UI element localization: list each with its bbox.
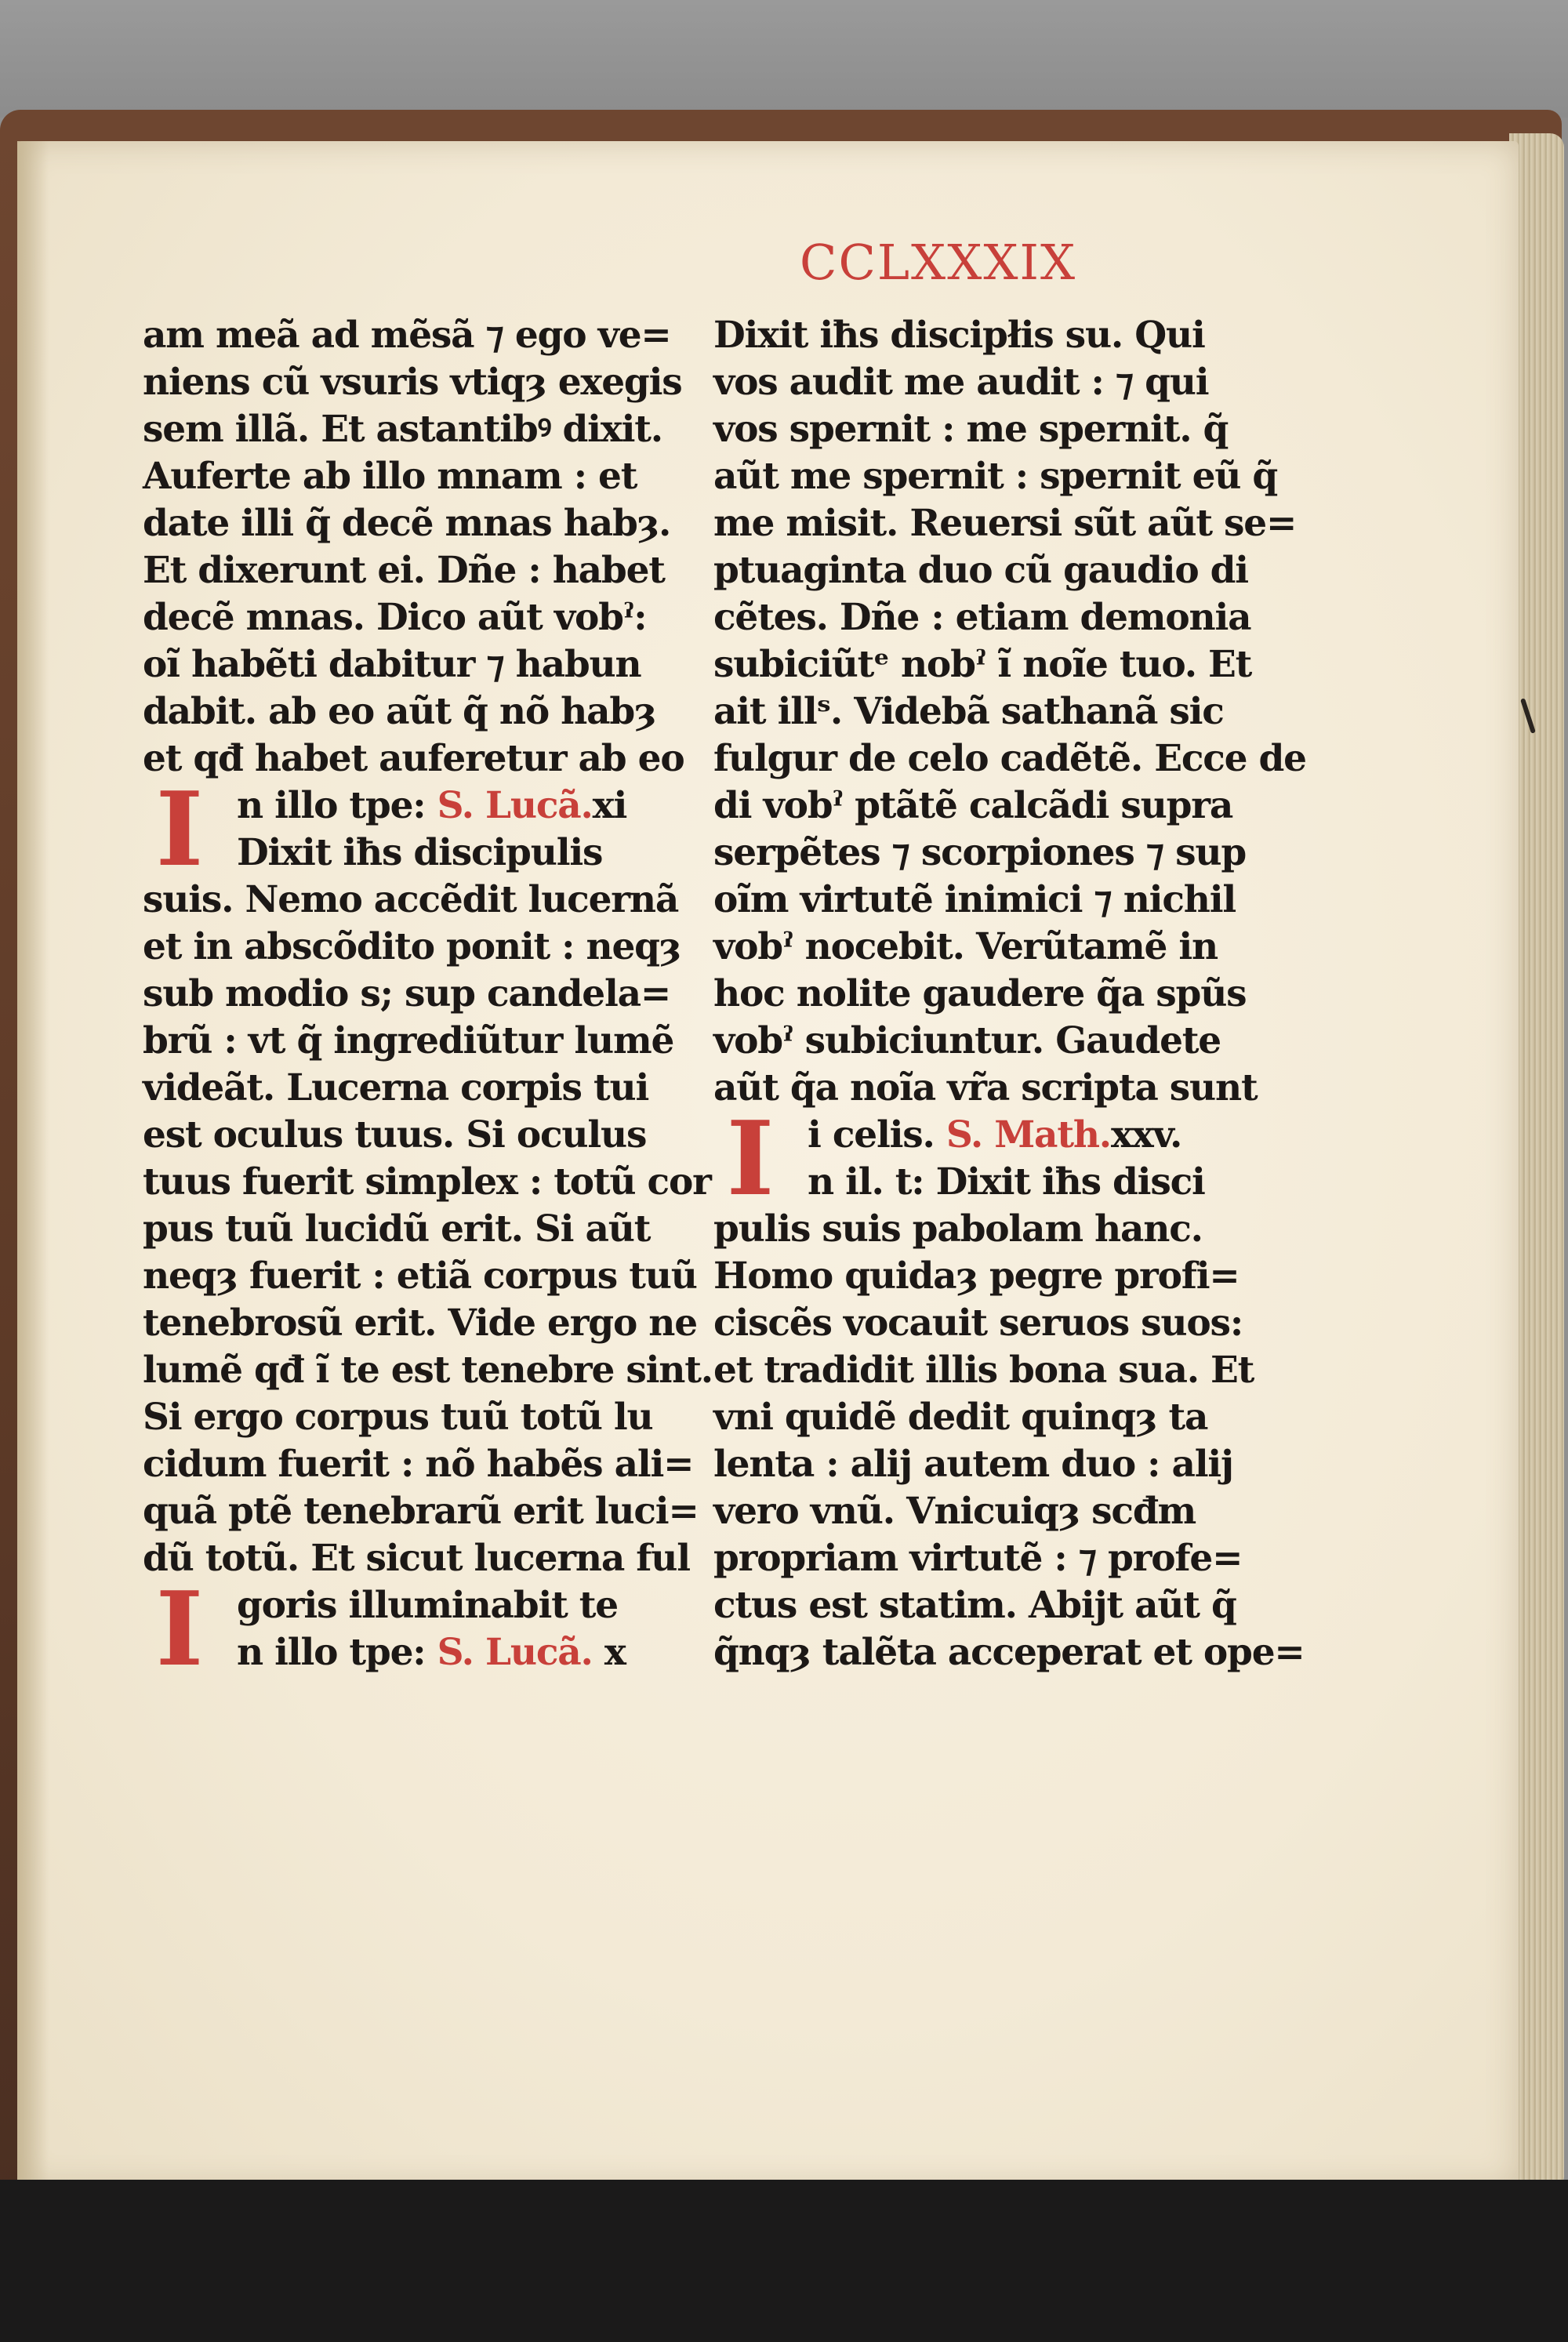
text-line: pus tuũ lucidũ erit. Si aũt bbox=[143, 1207, 651, 1251]
text-line: Et dixerunt ei. Dñe : habet bbox=[143, 549, 665, 592]
text-line: vos spernit : me spernit. q̃ bbox=[713, 408, 1229, 451]
text-line: vni quidẽ dedit quinqȝ ta bbox=[713, 1396, 1208, 1439]
text-line: quã ptẽ tenebrarũ erit luci= bbox=[143, 1490, 699, 1533]
text-line: aũt q̃a noĩa vr̃a scripta sunt bbox=[713, 1066, 1258, 1109]
text-line: niens cũ vsuris vtiqȝ exegis bbox=[143, 361, 682, 404]
text-line: et qđ habet auferetur ab eo bbox=[143, 737, 684, 780]
text-line: date illi q̃ decẽ mnas habȝ. bbox=[143, 502, 671, 545]
text-line: tenebrosũ erit. Vide ergo ne bbox=[143, 1302, 697, 1345]
text-line: cẽtes. Dñe : etiam demonia bbox=[713, 596, 1251, 639]
incipit-text: n illo tpe: bbox=[237, 784, 426, 827]
text-line: dũ totũ. Et sicut lucerna ful bbox=[143, 1537, 690, 1580]
right-column bbox=[713, 312, 1306, 1676]
folio-number: CCLXXXIX bbox=[800, 234, 1077, 291]
text-line: hoc nolite gaudere q̃a spũs bbox=[713, 972, 1247, 1015]
chapter-number: x bbox=[604, 1631, 626, 1674]
text-line: sem illã. Et astantibꝰ dixit. bbox=[143, 408, 662, 451]
rubricated-initial: I bbox=[726, 1098, 775, 1218]
text-line: aũt me spernit : spernit eũ q̃ bbox=[713, 455, 1278, 498]
text-line: tuus fuerit simplex : totũ cor bbox=[143, 1160, 711, 1204]
text-line: et in abscõdito ponit : neqȝ bbox=[143, 925, 681, 968]
text-line: propriam virtutẽ : ⁊ profe= bbox=[713, 1537, 1243, 1580]
text-line: vobˀ nocebit. Verũtamẽ in bbox=[713, 925, 1218, 968]
incipit-text: i celis. bbox=[808, 1113, 935, 1156]
text-line: goris illuminabit te bbox=[237, 1584, 619, 1627]
text-line: cidum fuerit : nõ habẽs ali= bbox=[143, 1443, 694, 1486]
text-line: suis. Nemo accẽdit lucernã bbox=[143, 878, 679, 921]
lectio-block-matthew-xxv bbox=[713, 1098, 1215, 1218]
text-line: n il. t: Dixit iħs disci bbox=[808, 1160, 1205, 1204]
text-line: neqȝ fuerit : etiã corpus tuũ bbox=[143, 1255, 697, 1298]
rubric-reference: S. Lucã. bbox=[437, 784, 593, 827]
text-line: q̃nqȝ talẽta acceperat et ope= bbox=[713, 1631, 1305, 1674]
text-line: sub modio s; sup candela= bbox=[143, 972, 671, 1015]
text-line: videãt. Lucerna corpis tui bbox=[143, 1066, 649, 1109]
rubric-reference: S. Lucã. bbox=[437, 1631, 593, 1674]
text-line: dabit. ab eo aũt q̃ nõ habȝ bbox=[143, 690, 656, 733]
scan-background-top bbox=[0, 0, 1568, 118]
text-line: Si ergo corpus tuũ totũ lu bbox=[143, 1396, 653, 1439]
text-line: fulgur de celo cadẽtẽ. Ecce de bbox=[713, 737, 1306, 780]
lectio-block-luke-x bbox=[143, 1569, 644, 1689]
text-line: ctus est statim. Abijt aũt q̃ bbox=[713, 1584, 1236, 1627]
text-line: me misit. Reuersi sũt aũt se= bbox=[713, 502, 1297, 545]
text-line: vos audit me audit : ⁊ qui bbox=[713, 361, 1209, 404]
text-line: ptuaginta duo cũ gaudio di bbox=[713, 549, 1248, 592]
text-line: et tradidit illis bona sua. Et bbox=[713, 1349, 1254, 1392]
text-line: subiciũtᵉ nobˀ ĩ noĩe tuo. Et bbox=[713, 643, 1252, 686]
text-line: ciscẽs vocauit seruos suos: bbox=[713, 1302, 1243, 1345]
text-line: serpẽtes ⁊ scorpiones ⁊ sup bbox=[713, 831, 1247, 874]
text-line: oĩ habẽti dabitur ⁊ habun bbox=[143, 643, 641, 686]
text-line: vobˀ subiciuntur. Gaudete bbox=[713, 1019, 1221, 1062]
text-line: Dixit iħs discipłis su. Qui bbox=[713, 314, 1205, 357]
text-line: di vobˀ ptãtẽ calcãdi supra bbox=[713, 784, 1233, 827]
text-line: decẽ mnas. Dico aũt vobˀ: bbox=[143, 596, 647, 639]
text-line: ait illˢ. Videbã sathanã sic bbox=[713, 690, 1224, 733]
text-line: Homo quidaȝ pegre profi= bbox=[713, 1255, 1240, 1298]
text-line: Dixit iħs discipulis bbox=[237, 831, 603, 874]
text-line: Auferte ab illo mnam : et bbox=[143, 455, 637, 498]
chapter-number: xxv. bbox=[1110, 1113, 1182, 1156]
text-line: brũ : vt q̃ ingrediũtur lumẽ bbox=[143, 1019, 674, 1062]
rubric-reference: S. Math. bbox=[946, 1113, 1111, 1156]
text-line: vero vnũ. Vnicuiqȝ scđm bbox=[713, 1490, 1196, 1533]
text-line: am meã ad mẽsã ⁊ ego ve= bbox=[143, 314, 671, 357]
text-line: oĩm virtutẽ inimici ⁊ nichil bbox=[713, 878, 1236, 921]
page-gutter bbox=[17, 141, 49, 2188]
incipit-text: n illo tpe: bbox=[237, 1631, 426, 1674]
rubricated-initial: I bbox=[155, 1569, 204, 1689]
left-column bbox=[143, 312, 713, 1689]
scan-background-bottom bbox=[0, 2180, 1568, 2342]
lectio-block-luke-xi bbox=[143, 769, 644, 889]
rubricated-initial: I bbox=[155, 769, 204, 889]
text-line: est oculus tuus. Si oculus bbox=[143, 1113, 647, 1156]
chapter-number: xi bbox=[592, 784, 627, 827]
text-line: lenta : alij autem duo : alij bbox=[713, 1443, 1233, 1486]
text-line: pulis suis pabolam hanc. bbox=[713, 1207, 1203, 1251]
text-line: lumẽ qđ ĩ te est tenebre sint. bbox=[143, 1349, 713, 1392]
